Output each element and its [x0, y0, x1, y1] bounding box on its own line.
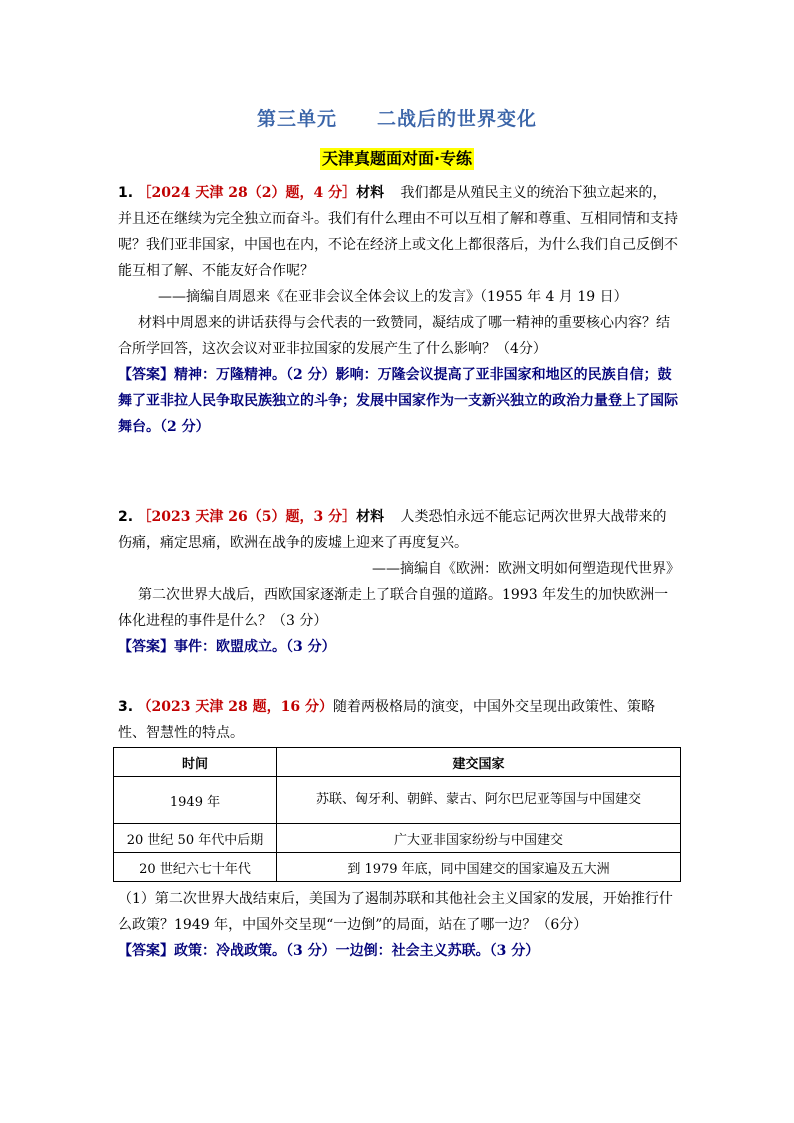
table-row [114, 824, 681, 853]
question-3-intro [118, 694, 680, 746]
q3-source: （2023 天津 28 题，16 分） [137, 699, 333, 715]
table-cell: 苏联、匈牙利、朝鲜、蒙古、阿尔巴尼亚等国与中国建交 [277, 777, 681, 824]
q3-answer-label: 【答案】 [118, 943, 174, 959]
question-2 [118, 504, 680, 660]
q1-material [118, 180, 680, 284]
q1-answer-label: 【答案】 [118, 367, 174, 383]
q1-material-label: 材料 [356, 185, 385, 201]
table-cell: 1949 年 [114, 777, 277, 824]
table-header-row [114, 748, 681, 777]
table-cell: 广大亚非国家纷纷与中国建交 [277, 824, 681, 853]
q3-answer-text: 政策：冷战政策。（3 分）一边倒：社会主义苏联。（3 分） [174, 943, 540, 959]
q1-source: ［2024 天津 28（2）题，4 分］ [137, 185, 357, 201]
q1-material-text: 我们都是从殖民主义的统治下独立起来的，并且还在继续为完全独立而奋斗。我们有什么理由不可以互相了解和尊重、互相同情和支持呢？我们亚非国家，中国也在内，不论在经济上或文化上都很落后，为什么我们自己反倒不能互相了解、不能友好合作呢？ [118, 185, 678, 279]
table-row [114, 853, 681, 882]
unit-title-right: 二战后的世界变化 [377, 108, 538, 130]
q1-answer-text: 精神：万隆精神。（2 分）影响：万隆会议提高了亚非国家和地区的民族自信；鼓舞了亚非拉人民争取民族独立的斗争；发展中国家作为一支新兴独立的政治力量登上了国际舞台。（2 分） [118, 367, 678, 435]
q2-source: ［2023 天津 26（5）题，3 分］ [137, 509, 357, 525]
q3-number: 3. [118, 699, 134, 715]
q2-answer-text: 事件：欧盟成立。（3 分） [174, 639, 336, 655]
q2-answer [118, 634, 680, 660]
q2-number: 2. [118, 509, 134, 525]
table-header-cell: 建交国家 [277, 748, 681, 777]
subtitle-wrap [0, 148, 794, 170]
diplomacy-table [113, 747, 681, 882]
table-row [114, 777, 681, 824]
question-3-sub1 [118, 886, 680, 964]
table-header-cell: 时间 [114, 748, 277, 777]
q1-answer [118, 362, 680, 440]
q3-sub1: （1）第二次世界大战结束后，美国为了遏制苏联和其他社会主义国家的发展，开始推行什么政策？1949 年，中国外交呈现“一边倒”的局面，站在了哪一边？（6分） [118, 891, 673, 933]
table-cell: 到 1979 年底，同中国建交的国家遍及五大洲 [277, 853, 681, 882]
q1-cite: ——摘编自周恩来《在亚非会议全体会议上的发言》（1955 年 4 月 19 日） [158, 289, 628, 305]
q1-number: 1. [118, 185, 134, 201]
q1-question: 材料中周恩来的讲话获得与会代表的一致赞同，凝结成了哪一精神的重要核心内容？结合所学回答，这次会议对亚非拉国家的发展产生了什么影响？（4分） [118, 315, 670, 357]
unit-title [0, 104, 794, 131]
q2-material-text: 人类恐怕永远不能忘记两次世界大战带来的伤痛，痛定思痛，欧洲在战争的废墟上迎来了再度复兴。 [118, 509, 667, 551]
q3-intro-text: 随着两极格局的演变，中国外交呈现出政策性、策略性、智慧性的特点。 [118, 699, 655, 741]
q2-cite: ——摘编自《欧洲：欧洲文明如何塑造现代世界》 [372, 561, 680, 577]
table-cell: 20 世纪 50 年代中后期 [114, 824, 277, 853]
q3-intro [118, 694, 680, 746]
q3-answer [118, 938, 680, 964]
unit-title-left: 第三单元 [256, 108, 337, 130]
table-cell: 20 世纪六七十年代 [114, 853, 277, 882]
subtitle: 天津真题面对面·专练 [321, 149, 473, 168]
q2-question: 第二次世界大战后，西欧国家逐渐走上了联合自强的道路。1993 年发生的加快欧洲一体化进程的事件是什么？（3 分） [118, 587, 669, 629]
q2-material-label: 材料 [356, 509, 385, 525]
question-1 [118, 180, 680, 440]
q2-material [118, 504, 680, 556]
q2-answer-label: 【答案】 [118, 639, 174, 655]
